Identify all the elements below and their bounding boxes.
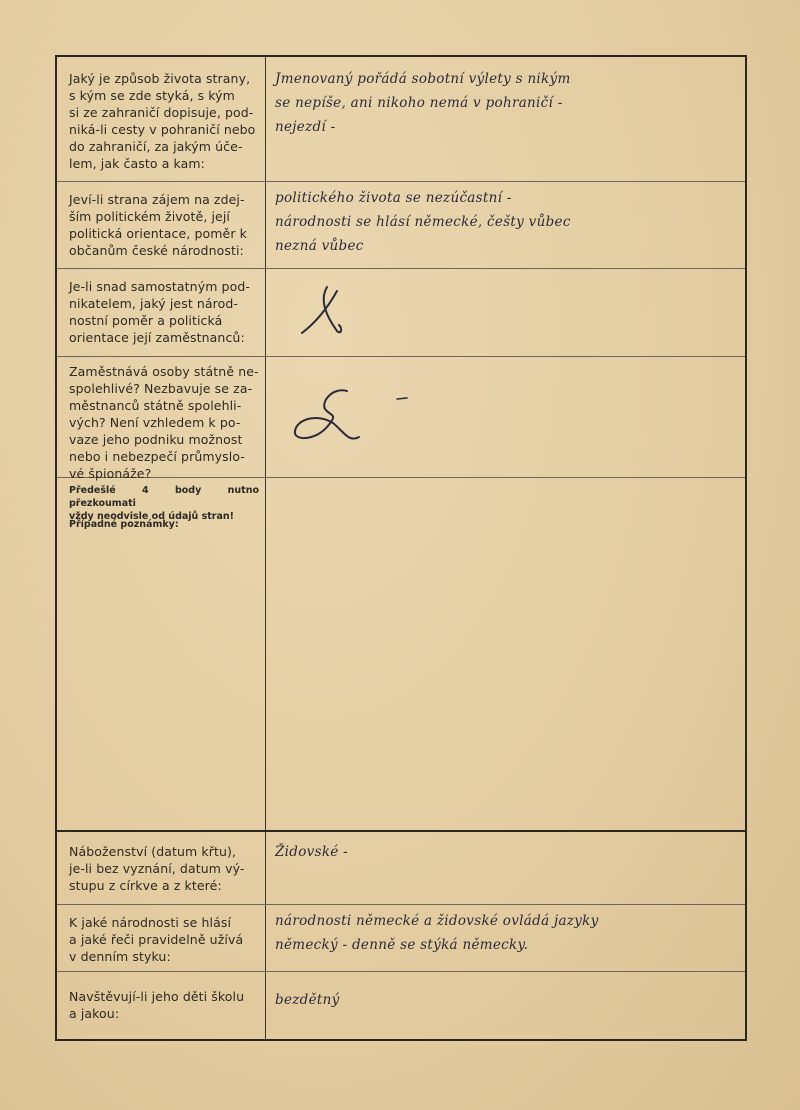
- row-political: [57, 182, 745, 269]
- lifestyle-label: Jaký je způsob života strany, s kým se zde styká, s kým si ze zahraničí dopisuje, pod- niká-li cesty v pohraničí nebo do zahraničí, za jakým úče- lem, jak často a kam:: [69, 71, 256, 171]
- lifestyle-answer: Jmenovaný pořádá sobotní výlety s nikým se nepíše, ani nikoho nemá v pohraničí - nejezdí -: [275, 71, 571, 135]
- row-children: [57, 972, 745, 1041]
- children-answer: bezdětný: [275, 992, 340, 1008]
- row-lifestyle: [57, 57, 745, 182]
- entrepreneur-label: Je-li snad samostatným pod- nikatelem, jaký jest národ- nostní poměr a politická orientace její zaměstnanců:: [69, 279, 250, 345]
- nationality-answer: národnosti německé a židovské ovládá jazyky německý - denně se stýká německy.: [275, 913, 599, 953]
- notes-label: Případné poznámky:: [69, 519, 179, 530]
- cross-out-mark: [287, 383, 417, 463]
- verification-note: Předešlé 4 body nutno přezkoumati vždy neodvisle od údajů stran!: [69, 485, 259, 522]
- political-answer: politického života se nezúčastní - národnosti se hlásí německé, češty vůbec nezná vůbec: [275, 190, 571, 254]
- row-notes: [57, 478, 745, 832]
- religion-label: Náboženství (datum křtu), je-li bez vyznání, datum vý- stupu z církve a z které:: [69, 844, 245, 893]
- nationality-label: K jaké národnosti se hlásí a jaké řeči pravidelně užívá v denním styku:: [69, 915, 244, 964]
- children-label: Navštěvují-li jeho děti školu a jakou:: [69, 989, 245, 1021]
- row-entrepreneur: [57, 269, 745, 357]
- employees-label: Zaměstnává osoby státně ne- spolehlivé? Nezbavuje se za- městnanců státně spolehli- vých? Není vzhledem k po- vaze jeho podniku možnost nebo i nebezpečí průmyslo- vé špionáže?: [69, 364, 259, 481]
- row-religion: [57, 832, 745, 905]
- questionnaire-form: [55, 55, 747, 1041]
- political-label: Jeví-li strana zájem na zdej- ším politickém životě, její politická orientace, poměr k občanům české národnosti:: [69, 192, 247, 258]
- cross-out-mark: [297, 281, 357, 341]
- row-employees: [57, 357, 745, 481]
- religion-answer: Židovské -: [275, 844, 349, 860]
- row-nationality: [57, 905, 745, 972]
